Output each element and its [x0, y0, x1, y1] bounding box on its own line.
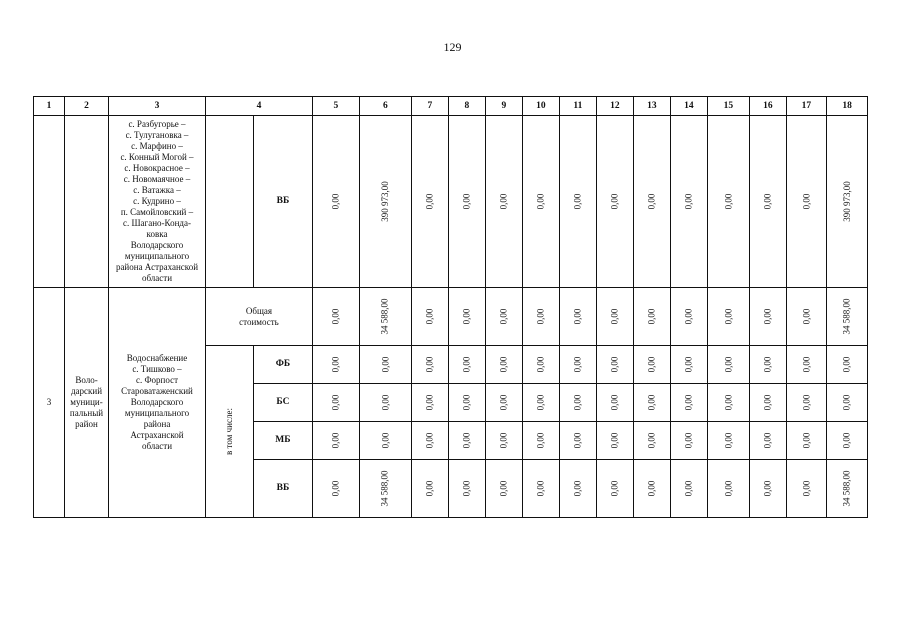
value-cell: 0,00 [749, 422, 786, 460]
object-line: с. Тишково – [132, 364, 182, 374]
value-cell: 0,00 [559, 288, 596, 346]
value-cell: 0,00 [522, 288, 559, 346]
value-cell: 0,00 [411, 460, 448, 518]
value-cell: 0,00 [411, 346, 448, 384]
value-cell: 0,00 [826, 346, 868, 384]
value-cell: 0,00 [596, 346, 633, 384]
value-cell: 0,00 [559, 422, 596, 460]
value-cell: 0,00 [826, 422, 868, 460]
value-cell: 0,00 [596, 422, 633, 460]
value-cell: 0,00 [522, 422, 559, 460]
value-cell: 0,00 [485, 422, 522, 460]
table-row [34, 116, 868, 288]
object-line: с. Марфино – [131, 141, 183, 151]
district-line: пальный [69, 408, 104, 418]
object-line: с. Новокрасное – [124, 163, 190, 173]
total-label-line: стоимость [239, 316, 279, 327]
value-cell: 0,00 [596, 116, 633, 288]
value-cell: 34 588,00 [359, 460, 411, 518]
value-cell: 0,00 [312, 346, 359, 384]
value-cell: 0,00 [633, 116, 670, 288]
object-line: Водоснабжение [126, 353, 188, 363]
value-cell: 0,00 [448, 288, 485, 346]
value-cell: 0,00 [522, 346, 559, 384]
value-cell: 0,00 [707, 460, 749, 518]
object-line: п. Самойловский – [120, 207, 194, 217]
header-cell: 1 [34, 97, 65, 116]
header-cell: 6 [359, 97, 411, 116]
district-line: район [75, 419, 98, 429]
value-cell: 0,00 [786, 346, 826, 384]
value-cell: 0,00 [749, 384, 786, 422]
funding-code: МБ [253, 422, 312, 460]
value-cell: 390 973,00 [359, 116, 411, 288]
num-cell [34, 116, 65, 288]
object-line: Староватаженский [121, 386, 193, 396]
value-cell: 0,00 [707, 288, 749, 346]
object-line: муниципального [124, 251, 190, 261]
object-line: области [141, 441, 173, 451]
header-cell: 2 [65, 97, 109, 116]
header-cell: 12 [596, 97, 633, 116]
header-cell: 14 [670, 97, 707, 116]
value-cell: 0,00 [786, 460, 826, 518]
value-cell: 0,00 [485, 460, 522, 518]
value-cell: 0,00 [359, 422, 411, 460]
header-cell: 15 [707, 97, 749, 116]
funding-code: ВБ [253, 460, 312, 518]
value-cell: 0,00 [633, 422, 670, 460]
total-label-line: Общая [245, 305, 273, 316]
value-cell: 0,00 [312, 384, 359, 422]
value-cell: 0,00 [559, 384, 596, 422]
object-line: ковка [146, 229, 168, 239]
value-cell: 0,00 [826, 384, 868, 422]
object-name-cell [109, 288, 206, 518]
object-line: муниципального [124, 408, 190, 418]
value-cell: 0,00 [522, 460, 559, 518]
district-line: Воло- [75, 375, 98, 385]
header-cell: 9 [485, 97, 522, 116]
value-cell: 0,00 [559, 460, 596, 518]
value-cell: 0,00 [411, 422, 448, 460]
value-cell: 0,00 [596, 288, 633, 346]
value-cell: 390 973,00 [826, 116, 868, 288]
header-cell: 10 [522, 97, 559, 116]
header-row [34, 97, 868, 116]
header-cell: 16 [749, 97, 786, 116]
value-cell: 0,00 [485, 288, 522, 346]
district-line: муници- [70, 397, 103, 407]
object-line: области [141, 273, 173, 283]
header-cell: 4 [206, 97, 313, 116]
value-cell: 0,00 [411, 288, 448, 346]
object-line: Володарского [130, 397, 184, 407]
object-line: района [143, 419, 171, 429]
value-cell: 0,00 [596, 460, 633, 518]
value-cell: 0,00 [559, 116, 596, 288]
value-cell: 34 588,00 [826, 288, 868, 346]
value-cell: 0,00 [749, 460, 786, 518]
value-cell: 0,00 [707, 116, 749, 288]
value-cell: 0,00 [448, 460, 485, 518]
value-cell: 0,00 [448, 346, 485, 384]
value-cell: 0,00 [411, 384, 448, 422]
value-cell: 0,00 [786, 384, 826, 422]
value-cell: 0,00 [707, 346, 749, 384]
object-line: с. Ватажка – [133, 185, 181, 195]
header-cell: 8 [448, 97, 485, 116]
value-cell: 0,00 [670, 288, 707, 346]
value-cell: 0,00 [312, 116, 359, 288]
district-line: дарский [70, 386, 103, 396]
value-cell: 0,00 [670, 384, 707, 422]
value-cell: 0,00 [749, 346, 786, 384]
total-label-cell [206, 288, 313, 346]
value-cell: 34 588,00 [826, 460, 868, 518]
district-cell [65, 116, 109, 288]
object-line: с. Разбугорье – [128, 119, 186, 129]
value-cell: 0,00 [633, 288, 670, 346]
object-line: района Астраханской [115, 262, 199, 272]
value-cell: 0,00 [707, 384, 749, 422]
header-cell: 18 [826, 97, 868, 116]
value-cell: 0,00 [670, 116, 707, 288]
value-cell: 34 588,00 [359, 288, 411, 346]
object-line: с. Новомаячное – [123, 174, 191, 184]
object-line: с. Форпост [135, 375, 179, 385]
value-cell: 0,00 [485, 116, 522, 288]
value-cell: 0,00 [312, 422, 359, 460]
header-cell: 5 [312, 97, 359, 116]
num-cell: 3 [34, 288, 65, 518]
object-name-cell [109, 116, 206, 288]
table-row [34, 288, 868, 346]
value-cell: 0,00 [670, 460, 707, 518]
value-cell: 0,00 [359, 384, 411, 422]
header-cell: 17 [786, 97, 826, 116]
object-line: с. Кудрино – [133, 196, 181, 206]
value-cell: 0,00 [633, 346, 670, 384]
value-cell: 0,00 [749, 288, 786, 346]
header-cell: 7 [411, 97, 448, 116]
object-line: с. Тулугановка – [125, 130, 189, 140]
object-line: с. Конный Могой – [120, 152, 194, 162]
value-cell: 0,00 [633, 384, 670, 422]
value-cell: 0,00 [448, 116, 485, 288]
object-line: Володарского [130, 240, 184, 250]
value-cell: 0,00 [411, 116, 448, 288]
value-cell: 0,00 [522, 116, 559, 288]
value-cell: 0,00 [522, 384, 559, 422]
funding-code: ВБ [253, 116, 312, 288]
including-label-cell: в том числе: [206, 346, 254, 518]
object-line: с. Шагано-Конда- [122, 218, 191, 228]
value-cell: 0,00 [485, 346, 522, 384]
value-cell: 0,00 [359, 346, 411, 384]
value-cell: 0,00 [312, 288, 359, 346]
value-cell: 0,00 [707, 422, 749, 460]
value-cell: 0,00 [786, 116, 826, 288]
value-cell: 0,00 [670, 346, 707, 384]
header-cell: 11 [559, 97, 596, 116]
district-cell [65, 288, 109, 518]
value-cell: 0,00 [448, 384, 485, 422]
budget-table [33, 96, 868, 518]
value-cell: 0,00 [786, 422, 826, 460]
header-cell: 13 [633, 97, 670, 116]
value-cell: 0,00 [670, 422, 707, 460]
value-cell: 0,00 [596, 384, 633, 422]
side-label-cell [206, 116, 254, 288]
value-cell: 0,00 [312, 460, 359, 518]
header-cell: 3 [109, 97, 206, 116]
value-cell: 0,00 [448, 422, 485, 460]
page-number: 129 [443, 40, 462, 54]
funding-code: БС [253, 384, 312, 422]
value-cell: 0,00 [749, 116, 786, 288]
funding-code: ФБ [253, 346, 312, 384]
value-cell: 0,00 [786, 288, 826, 346]
object-line: Астраханской [130, 430, 184, 440]
value-cell: 0,00 [633, 460, 670, 518]
value-cell: 0,00 [559, 346, 596, 384]
value-cell: 0,00 [485, 384, 522, 422]
